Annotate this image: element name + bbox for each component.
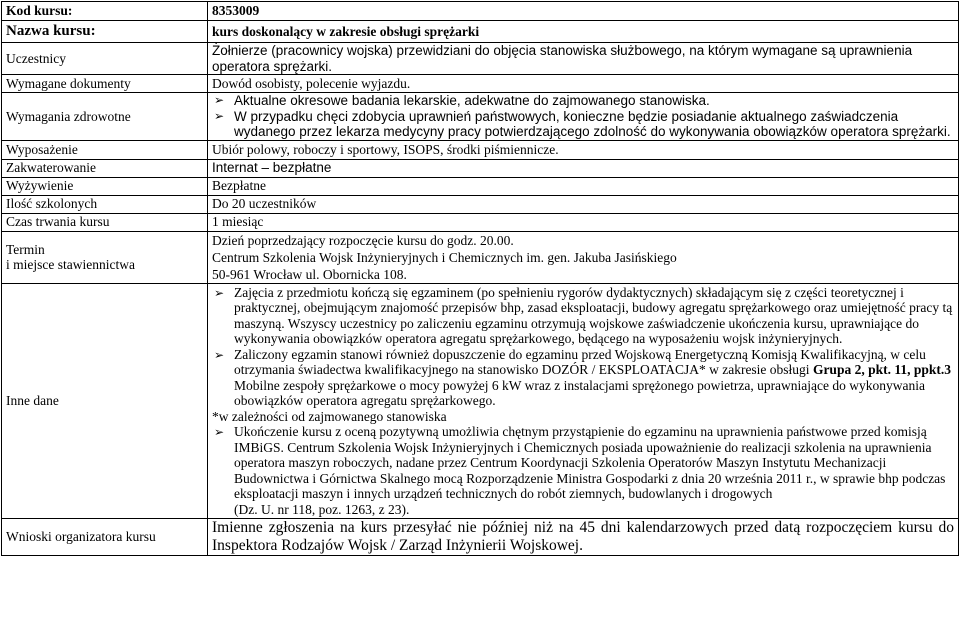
other-item-3-ref: (Dz. U. nr 118, poz. 1263, z 23).	[234, 501, 410, 517]
documents-label: Wymagane dokumenty	[2, 75, 208, 93]
arrow-bullet-icon: ➢	[214, 285, 225, 300]
row-equipment	[2, 140, 959, 159]
place-label-line-1: Termin	[6, 241, 45, 257]
count-value: Do 20 uczestników	[208, 195, 959, 213]
row-place	[2, 231, 959, 283]
row-course-name	[2, 21, 959, 43]
course-name-value: kurs doskonalący w zakresie obsługi sprężarki	[208, 21, 959, 43]
other-item-text: Zajęcia z przedmiotu kończą się egzaminem (po spełnieniu rygorów dydaktycznych) składającym się z części teoretycznej i praktycznej, obejmującym znajomość przepisów bhp, zasad eksploatacji, budowy agregatu sprężarkowego oraz umiejętność pracy tą maszyną. Wszyscy uczestnicy po zaliczeniu egzaminu otrzymują wojskowe zaświadczenie ukończenia kursu, uprawniające do wykonywania obowiązków operatora agregatu sprężarkowego, będącego na wyposażeniu wojsk inżynieryjnych.	[234, 284, 953, 346]
other-footnote: *w zależności od zajmowanego stanowiska	[212, 408, 447, 424]
list-item	[212, 93, 954, 109]
food-value: Bezpłatne	[208, 177, 959, 195]
health-item-text: W przypadku chęci zdobycia uprawnień państwowych, konieczne będzie posiadanie aktualnego zaświadczenia wydanego przez lekarza medycyny pracy potwierdzającego zdolność do wykonywania obowiązków operatora sprężarki.	[234, 108, 951, 139]
row-participants	[2, 43, 959, 75]
row-count	[2, 195, 959, 213]
arrow-bullet-icon: ➢	[214, 425, 225, 439]
lodging-label: Zakwaterowanie	[2, 159, 208, 177]
other-item-2-bold: Grupa 2, pkt. 11, ppkt.3	[812, 362, 951, 377]
documents-value: Dowód osobisty, polecenie wyjazdu.	[208, 75, 959, 93]
course-info-table	[1, 1, 959, 556]
course-code-label: Kod kursu:	[2, 2, 208, 21]
place-line-2: Centrum Szkolenia Wojsk Inżynieryjnych i Chemicznych im. gen. Jakuba Jasińskiego	[212, 249, 677, 265]
health-value	[208, 93, 959, 141]
participants-value: Żołnierze (pracownicy wojska) przewidziani do objęcia stanowiska służbowego, na którym wymagane są uprawnienia operatora sprężarki.	[208, 43, 959, 75]
list-item	[212, 109, 954, 140]
equipment-label: Wyposażenie	[2, 140, 208, 159]
row-other	[2, 283, 959, 519]
row-food	[2, 177, 959, 195]
food-label: Wyżywienie	[2, 177, 208, 195]
other-item-3: Ukończenie kursu z oceną pozytywną umożliwia chętnym przystąpienie do egzaminu na uprawnienia państwowe przed komisją IMBiGS. Centrum Szkolenia Wojsk Inżynieryjnych i Chemicznych posiada upoważnienie do realizacji szkolenia na uprawnienia operatora maszyn roboczych, nadane przez Centrum Koordynacji Szkolenia Operatorów Maszyn Instytutu Mechanizacji Budownictwa i Górnictwa Skalnego mocą Rozporządzenie Ministra Gospodarki z dnia 20 września 2011 r., w sprawie bhp podczas eksploatacji maszyn i innych urządzeń technicznych do robót ziemnych, budowlanych i drogowych	[234, 424, 946, 501]
other-list-1	[212, 285, 954, 409]
arrow-bullet-icon: ➢	[214, 108, 225, 123]
row-documents	[2, 75, 959, 93]
other-value	[208, 283, 959, 519]
participants-label: Uczestnicy	[2, 43, 208, 75]
duration-label: Czas trwania kursu	[2, 213, 208, 231]
equipment-value: Ubiór polowy, roboczy i sportowy, ISOPS, środki piśmiennicze.	[208, 140, 959, 159]
row-duration	[2, 213, 959, 231]
course-code-value: 8353009	[208, 2, 959, 21]
other-item-2a: Zaliczony egzamin stanowi również dopuszczenie do egzaminu przed Wojskową Energetyczną Komisją Kwalifikacyjną, w celu otrzymania świadectwa kwalifikacyjnego na stanowisko DOZÓR / EKSPLOATACJA* w zakresie obsługi	[234, 346, 926, 377]
row-requests	[2, 519, 959, 556]
place-label	[2, 231, 208, 283]
health-label: Wymagania zdrowotne	[2, 93, 208, 141]
duration-value: 1 miesiąc	[208, 213, 959, 231]
place-label-line-2: i miejsce stawiennictwa	[6, 257, 135, 272]
row-health	[2, 93, 959, 141]
row-course-code	[2, 2, 959, 21]
other-list-2	[212, 424, 954, 517]
course-name-label: Nazwa kursu:	[2, 21, 208, 43]
list-item	[212, 347, 954, 409]
list-item	[212, 424, 954, 517]
place-line-1: Dzień poprzedzający rozpoczęcie kursu do godz. 20.00.	[212, 232, 514, 248]
other-label: Inne dane	[2, 283, 208, 519]
list-item	[212, 285, 954, 347]
health-list	[212, 93, 954, 140]
place-line-3: 50-961 Wrocław ul. Obornicka 108.	[212, 266, 407, 282]
place-value	[208, 231, 959, 283]
lodging-value: Internat – bezpłatne	[208, 159, 959, 177]
requests-value: Imienne zgłoszenia na kurs przesyłać nie później niż na 45 dni kalendarzowych przed datą rozpoczęciem kursu do Inspektora Rodzajów Wojsk / Zarząd Inżynierii Wojskowej.	[208, 519, 959, 556]
arrow-bullet-icon: ➢	[214, 93, 225, 107]
other-item-2b: Mobilne zespoły sprężarkowe o mocy powyżej 6 kW wraz z instalacjami sprężonego powietrza, uprawniające do wykonywania obowiązków operatora agregatu sprężarkowego.	[234, 377, 926, 408]
row-lodging	[2, 159, 959, 177]
requests-label: Wnioski organizatora kursu	[2, 519, 208, 556]
count-label: Ilość szkolonych	[2, 195, 208, 213]
arrow-bullet-icon: ➢	[214, 347, 225, 362]
health-item-text: Aktualne okresowe badania lekarskie, adekwatne do zajmowanego stanowiska.	[234, 93, 710, 108]
